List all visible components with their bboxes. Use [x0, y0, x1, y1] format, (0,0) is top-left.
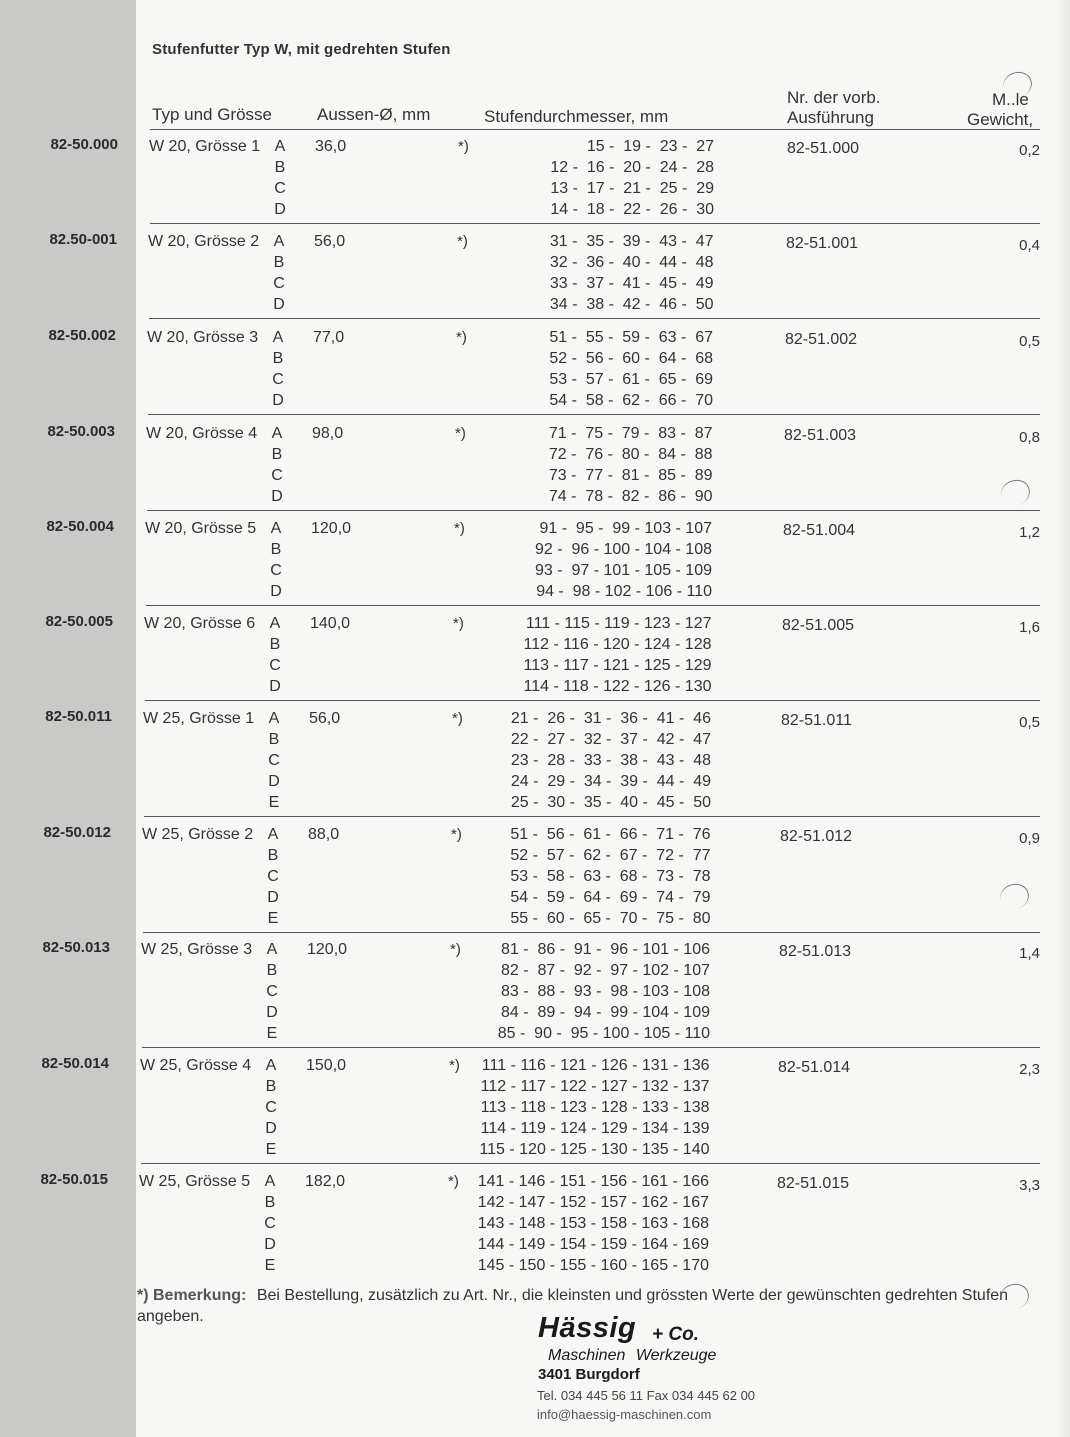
footnote-marker: *) — [452, 710, 463, 727]
type-size: W 20, Grösse 5 — [145, 520, 257, 537]
page-edge — [1056, 0, 1070, 1437]
type-size: W 25, Grösse 3 — [141, 941, 253, 958]
step-diameters: 12 - 16 - 20 - 24 - 28 — [550, 159, 714, 176]
variant-letter: E — [264, 1257, 276, 1274]
step-diameters: 93 - 97 - 101 - 105 - 109 — [535, 562, 712, 579]
company-phone: Tel. 034 445 56 11 Fax 034 445 62 00 — [537, 1388, 756, 1403]
variant-letter: C — [265, 1099, 277, 1116]
step-diameters: 112 - 117 - 122 - 127 - 132 - 137 — [480, 1078, 710, 1095]
step-diameters: 53 - 58 - 63 - 68 - 73 - 78 — [510, 868, 711, 885]
article-number: 82-50.003 — [47, 423, 115, 440]
step-diameters: 34 - 38 - 42 - 46 - 50 — [549, 296, 714, 313]
row-separator — [148, 414, 1040, 415]
variant-letter: D — [274, 201, 286, 218]
variant-letter: B — [267, 847, 279, 864]
step-diameters: 94 - 98 - 102 - 106 - 110 — [536, 583, 712, 600]
variant-letter: B — [274, 159, 286, 176]
outer-diameter: 36,0 — [315, 138, 347, 155]
step-diameters: 141 - 146 - 151 - 156 - 161 - 166 — [477, 1173, 709, 1190]
outer-diameter: 98,0 — [312, 425, 344, 442]
row-separator — [145, 700, 1040, 701]
step-diameters: 24 - 29 - 34 - 39 - 44 - 49 — [510, 773, 711, 790]
weight: 0,8 — [1019, 429, 1040, 446]
outer-diameter: 182,0 — [305, 1173, 346, 1190]
type-size: W 25, Grösse 4 — [140, 1057, 252, 1074]
header-prev-2: Ausführung — [787, 108, 874, 127]
variant-letter: D — [266, 1004, 278, 1021]
outer-diameter: 77,0 — [313, 329, 345, 346]
footnote-marker: *) — [453, 615, 464, 632]
previous-model-number: 82-51.001 — [786, 235, 859, 252]
article-number: 82-50.013 — [42, 939, 110, 956]
step-diameters: 13 - 17 - 21 - 25 - 29 — [550, 180, 714, 197]
variant-letter: E — [267, 910, 279, 927]
previous-model-number: 82-51.004 — [783, 522, 856, 539]
variant-letter: A — [268, 710, 280, 727]
step-diameters: 73 - 77 - 81 - 85 - 89 — [548, 467, 713, 484]
variant-letter: C — [267, 868, 279, 885]
variant-letter: C — [270, 562, 282, 579]
variant-letter: C — [269, 657, 281, 674]
row-separator — [141, 1163, 1040, 1164]
step-diameters: 55 - 60 - 65 - 70 - 75 - 80 — [510, 910, 711, 927]
variant-letter: D — [268, 773, 280, 790]
type-size: W 20, Grösse 1 — [149, 138, 261, 155]
footnote-marker: *) — [455, 425, 466, 442]
variant-letter: B — [271, 446, 283, 463]
variant-letter: D — [264, 1236, 276, 1253]
footnote-marker: *) — [451, 826, 462, 843]
variant-letter: A — [270, 520, 282, 537]
variant-letter: C — [273, 275, 285, 292]
variant-letter: B — [268, 731, 280, 748]
step-diameters: 53 - 57 - 61 - 65 - 69 — [549, 371, 713, 388]
step-diameters: 85 - 90 - 95 - 100 - 105 - 110 — [497, 1025, 710, 1042]
step-diameters: 82 - 87 - 92 - 97 - 102 - 107 — [500, 962, 710, 979]
punch-hole — [998, 477, 1032, 509]
outer-diameter: 56,0 — [309, 710, 341, 727]
outer-diameter: 150,0 — [306, 1057, 347, 1074]
variant-letter: C — [271, 467, 283, 484]
variant-letter: B — [265, 1078, 277, 1095]
company-address: 3401 Burgdorf — [538, 1366, 640, 1383]
step-diameters: 83 - 88 - 93 - 98 - 103 - 108 — [500, 983, 710, 1000]
outer-diameter: 140,0 — [310, 615, 351, 632]
company-logo: Hässig — [538, 1312, 637, 1344]
step-diameters: 81 - 86 - 91 - 96 - 101 - 106 — [500, 941, 710, 958]
step-diameters: 114 - 119 - 124 - 129 - 134 - 139 — [480, 1120, 710, 1137]
variant-letter: C — [264, 1215, 276, 1232]
variant-letter: A — [266, 941, 278, 958]
article-number: 82-50.015 — [40, 1171, 108, 1188]
variant-letter: D — [270, 583, 282, 600]
variant-letter: C — [272, 371, 284, 388]
variant-letter: D — [267, 889, 279, 906]
variant-letter: A — [273, 233, 285, 250]
row-separator — [146, 605, 1040, 606]
previous-model-number: 82-51.012 — [780, 828, 853, 845]
weight: 0,5 — [1019, 333, 1040, 350]
step-diameters: 143 - 148 - 153 - 158 - 163 - 168 — [477, 1215, 709, 1232]
weight: 3,3 — [1019, 1177, 1040, 1194]
type-size: W 20, Grösse 2 — [148, 233, 260, 250]
weight: 2,3 — [1019, 1061, 1040, 1078]
article-number: 82-50.004 — [46, 518, 114, 535]
step-diameters: 111 - 115 - 119 - 123 - 127 — [525, 615, 712, 632]
type-size: W 20, Grösse 6 — [144, 615, 256, 632]
step-diameters: 74 - 78 - 82 - 86 - 90 — [548, 488, 713, 505]
outer-diameter: 120,0 — [307, 941, 348, 958]
variant-letter: E — [265, 1141, 277, 1158]
weight: 1,4 — [1019, 945, 1040, 962]
weight: 0,2 — [1019, 142, 1040, 159]
variant-letter: A — [272, 329, 284, 346]
variant-letter: E — [266, 1025, 278, 1042]
step-diameters: 51 - 55 - 59 - 63 - 67 — [549, 329, 713, 346]
step-diameters: 142 - 147 - 152 - 157 - 162 - 167 — [477, 1194, 709, 1211]
type-size: W 25, Grösse 1 — [143, 710, 255, 727]
variant-letter: A — [274, 138, 286, 155]
variant-letter: D — [265, 1120, 277, 1137]
company-suffix: + Co. — [652, 1324, 699, 1345]
row-separator — [149, 318, 1040, 319]
variant-letter: A — [265, 1057, 277, 1074]
step-diameters: 111 - 116 - 121 - 126 - 131 - 136 — [481, 1057, 710, 1074]
footnote-marker: *) — [458, 138, 469, 155]
step-diameters: 84 - 89 - 94 - 99 - 104 - 109 — [500, 1004, 710, 1021]
step-diameters: 51 - 56 - 61 - 66 - 71 - 76 — [510, 826, 711, 843]
variant-letter: C — [266, 983, 278, 1000]
variant-letter: D — [272, 392, 284, 409]
row-separator — [147, 510, 1040, 511]
weight: 0,5 — [1019, 714, 1040, 731]
variant-letter: C — [268, 752, 280, 769]
header-stufen: Stufendurchmesser, mm — [484, 107, 669, 126]
article-number: 82-50.012 — [43, 824, 111, 841]
previous-model-number: 82-51.002 — [785, 331, 858, 348]
footnote-marker: *) — [454, 520, 465, 537]
step-diameters: 15 - 19 - 23 - 27 — [586, 138, 714, 155]
step-diameters: 91 - 95 - 99 - 103 - 107 — [539, 520, 712, 537]
step-diameters: 72 - 76 - 80 - 84 - 88 — [548, 446, 713, 463]
variant-letter: B — [270, 541, 282, 558]
variant-letter: A — [271, 425, 283, 442]
step-diameters: 21 - 26 - 31 - 36 - 41 - 46 — [510, 710, 711, 727]
previous-model-number: 82-51.014 — [778, 1059, 851, 1076]
variant-letter: B — [269, 636, 281, 653]
weight: 0,9 — [1019, 830, 1040, 847]
step-diameters: 23 - 28 - 33 - 38 - 43 - 48 — [510, 752, 711, 769]
step-diameters: 144 - 149 - 154 - 159 - 164 - 169 — [477, 1236, 709, 1253]
step-diameters: 31 - 35 - 39 - 43 - 47 — [549, 233, 714, 250]
variant-letter: B — [266, 962, 278, 979]
outer-diameter: 56,0 — [314, 233, 346, 250]
previous-model-number: 82-51.005 — [782, 617, 855, 634]
type-size: W 25, Grösse 2 — [142, 826, 254, 843]
footnote-marker: *) — [448, 1173, 459, 1190]
footnote-text: Bei Bestellung, zusätzlich zu Art. Nr., die kleinsten und grössten Werte der gewünschten gedrehten Stufen angeben. — [137, 1287, 1009, 1325]
company-tagline: Maschinen Werkzeuge — [548, 1347, 717, 1364]
variant-letter: C — [274, 180, 286, 197]
step-diameters: 92 - 96 - 100 - 104 - 108 — [535, 541, 712, 558]
article-number: 82.50-001 — [49, 231, 117, 248]
article-number: 82-50.011 — [45, 708, 112, 725]
row-separator — [142, 1047, 1040, 1048]
type-size: W 20, Grösse 3 — [147, 329, 259, 346]
step-diameters: 32 - 36 - 40 - 44 - 48 — [549, 254, 714, 271]
step-diameters: 113 - 117 - 121 - 125 - 129 — [523, 657, 712, 674]
header-typ: Typ und Grösse — [152, 105, 273, 124]
variant-letter: A — [269, 615, 281, 632]
previous-model-number: 82-51.000 — [787, 140, 860, 157]
step-diameters: 14 - 18 - 22 - 26 - 30 — [550, 201, 714, 218]
variant-letter: D — [269, 678, 281, 695]
weight: 1,6 — [1019, 619, 1040, 636]
header-divider — [150, 129, 1040, 130]
step-diameters: 52 - 57 - 62 - 67 - 72 - 77 — [510, 847, 711, 864]
step-diameters: 145 - 150 - 155 - 160 - 165 - 170 — [477, 1257, 709, 1274]
step-diameters: 115 - 120 - 125 - 130 - 135 - 140 — [479, 1141, 710, 1158]
variant-letter: D — [271, 488, 283, 505]
weight: 0,4 — [1019, 237, 1040, 254]
outer-diameter: 120,0 — [311, 520, 352, 537]
previous-model-number: 82-51.011 — [781, 712, 852, 729]
article-number: 82-50.002 — [48, 327, 116, 344]
company-email: info@haessig-maschinen.com — [537, 1407, 712, 1422]
step-diameters: 54 - 59 - 64 - 69 - 74 - 79 — [510, 889, 711, 906]
step-diameters: 114 - 118 - 122 - 126 - 130 — [523, 678, 712, 695]
step-diameters: 25 - 30 - 35 - 40 - 45 - 50 — [510, 794, 711, 811]
step-diameters: 33 - 37 - 41 - 45 - 49 — [549, 275, 714, 292]
header-prev-1: Nr. der vorb. — [787, 88, 881, 107]
step-diameters: 113 - 118 - 123 - 128 - 133 - 138 — [480, 1099, 710, 1116]
previous-model-number: 82-51.015 — [777, 1175, 850, 1192]
variant-letter: B — [264, 1194, 276, 1211]
article-number: 82-50.005 — [45, 613, 113, 630]
step-diameters: 112 - 116 - 120 - 124 - 128 — [523, 636, 712, 653]
header-aussen: Aussen-Ø, mm — [317, 105, 431, 124]
footnote-label: *) Bemerkung: — [137, 1287, 247, 1304]
row-separator — [144, 816, 1040, 817]
header-weight-2: Gewicht, — [967, 110, 1034, 129]
outer-diameter: 88,0 — [308, 826, 340, 843]
article-number: 82-50.014 — [41, 1055, 109, 1072]
weight: 1,2 — [1019, 524, 1040, 541]
type-size: W 25, Grösse 5 — [139, 1173, 251, 1190]
punch-hole — [997, 881, 1031, 913]
step-diameters: 54 - 58 - 62 - 66 - 70 — [549, 392, 713, 409]
step-diameters: 52 - 56 - 60 - 64 - 68 — [549, 350, 713, 367]
row-separator — [150, 223, 1040, 224]
variant-letter: E — [268, 794, 280, 811]
previous-model-number: 82-51.013 — [779, 943, 852, 960]
variant-letter: B — [273, 254, 285, 271]
variant-letter: A — [267, 826, 279, 843]
step-diameters: 71 - 75 - 79 - 83 - 87 — [548, 425, 713, 442]
step-diameters: 22 - 27 - 32 - 37 - 42 - 47 — [510, 731, 711, 748]
type-size: W 20, Grösse 4 — [146, 425, 258, 442]
footnote-marker: *) — [449, 1057, 460, 1074]
article-number: 82-50.000 — [50, 136, 118, 153]
header-weight-1: M..le — [992, 90, 1029, 109]
variant-letter: D — [273, 296, 285, 313]
variant-letter: B — [272, 350, 284, 367]
footnote-marker: *) — [457, 233, 468, 250]
page-title: Stufenfutter Typ W, mit gedrehten Stufen — [152, 41, 451, 58]
footnote-marker: *) — [450, 941, 461, 958]
footnote-marker: *) — [456, 329, 467, 346]
row-separator — [143, 932, 1040, 933]
variant-letter: A — [264, 1173, 276, 1190]
previous-model-number: 82-51.003 — [784, 427, 857, 444]
